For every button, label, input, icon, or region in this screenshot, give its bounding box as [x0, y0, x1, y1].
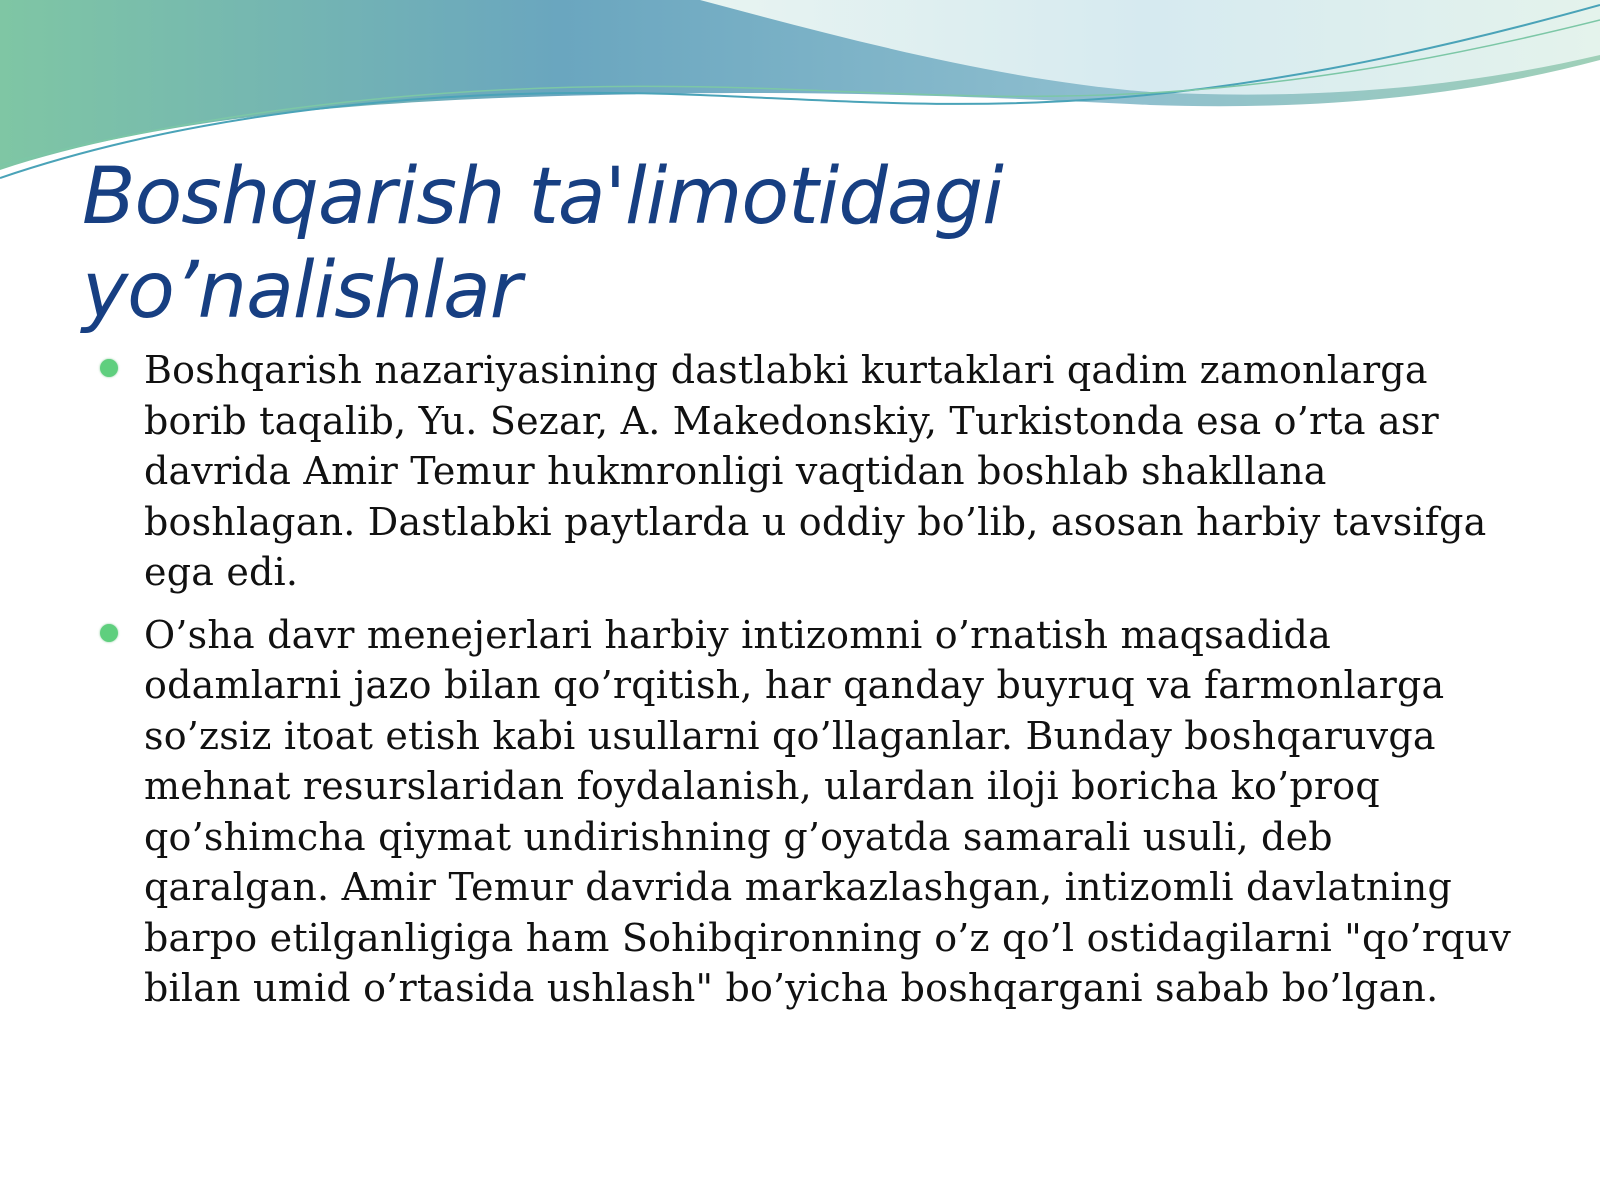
slide-title: Boshqarish ta'limotidagi yo’nalishlar	[82, 152, 1003, 336]
bullet-dot-icon	[100, 359, 118, 377]
bullet-text: Boshqarish nazariyasining dastlabki kurtaklari qadim zamonlarga borib taqalib, Yu. Sezar, A. Makedonskiy, Turkistonda esa o’rta asr davrida Amir Temur hukmronligi vaqtidan boshlab shakllana boshlagan. Dastlabki paytlarda u oddiy bo’lib, asosan harbiy tavsifga ega edi.	[144, 348, 1487, 594]
bullet-dot-icon	[100, 624, 118, 642]
bullet-list	[96, 345, 1516, 1026]
bullet-text: O’sha davr menejerlari harbiy intizomni o’rnatish maqsadida odamlarni jazo bilan qo’rqitish, har qanday buyruq va farmonlarga so’zsiz itoat etish kabi usullarni qo’llaganlar. Bunday boshqaruvga mehnat resurslaridan foydalanish, ulardan iloji boricha ko’proq qo’shimcha qiymat undirishning g’oyatda samarali usuli, deb qaralgan. Amir Temur davrida markazlashgan, intizomli davlatning barpo etilganligiga ham Sohibqironning o’z qo’l ostidagilarni "qo’rquv bilan umid o’rtasida ushlash" bo’yicha boshqargani sabab bo’lgan.	[144, 612, 1512, 1010]
list-item	[96, 345, 1516, 598]
list-item	[96, 610, 1516, 1014]
